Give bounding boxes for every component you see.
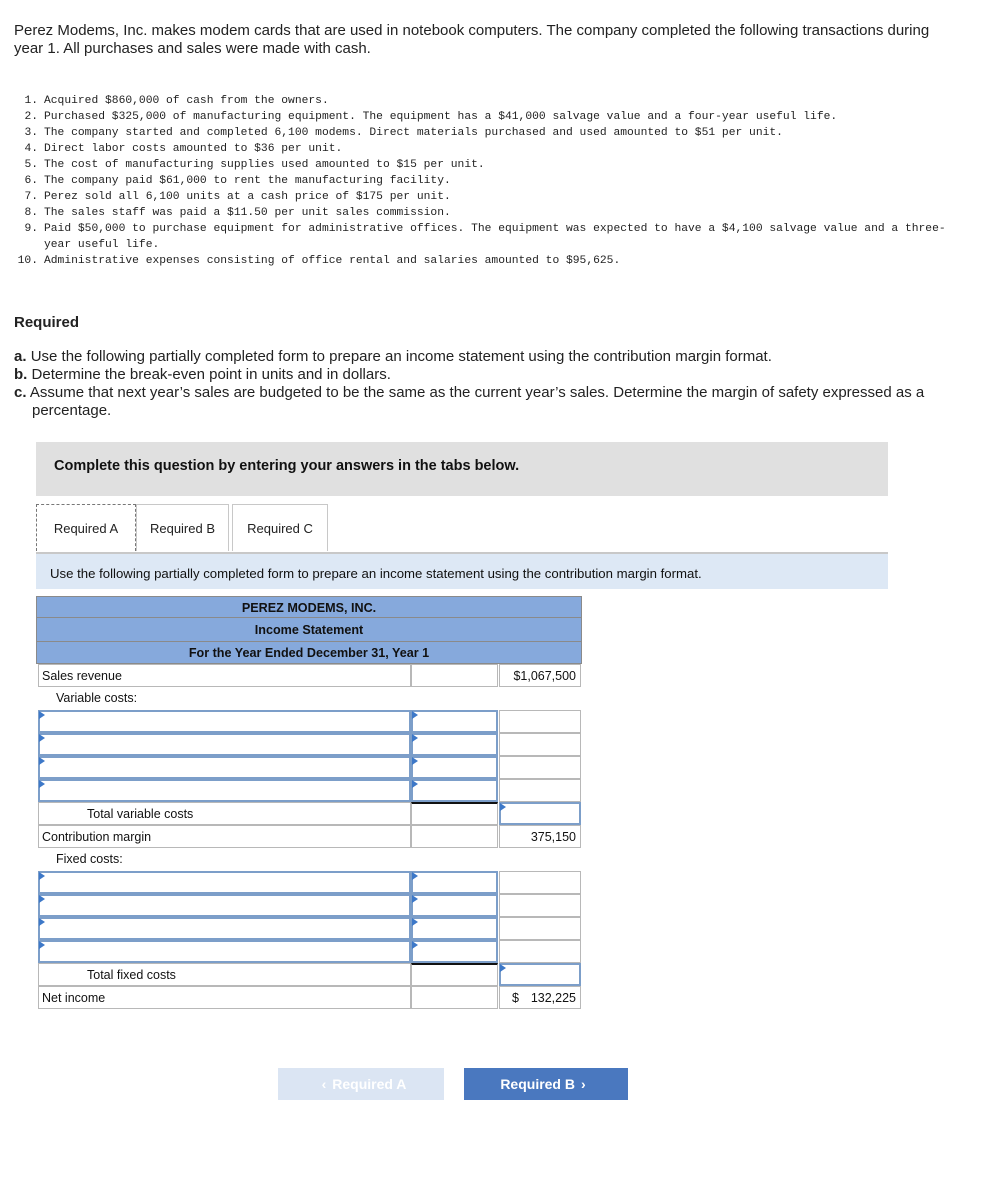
empty-cell	[499, 940, 581, 963]
tab-bar	[36, 504, 888, 552]
variable-cost-row	[36, 710, 582, 733]
next-button[interactable]	[464, 1068, 628, 1100]
sales-value: $1,067,500	[499, 664, 581, 687]
fixed-cost-label-input[interactable]	[38, 871, 411, 894]
fixed-cost-label-input[interactable]	[38, 917, 411, 940]
empty-cell	[411, 825, 498, 848]
variable-costs-label: Variable costs:	[56, 691, 138, 705]
empty-cell	[499, 756, 581, 779]
transaction-number: 8.	[24, 207, 38, 219]
empty-cell	[499, 779, 581, 802]
income-statement	[36, 596, 582, 1009]
required-text: Determine the break-even point in units and in dollars.	[31, 366, 391, 383]
required-heading: Required	[14, 314, 80, 331]
variable-cost-label-input[interactable]	[38, 710, 411, 733]
contribution-margin-row	[36, 825, 582, 848]
empty-cell	[411, 802, 498, 825]
previous-button[interactable]	[278, 1068, 444, 1100]
variable-cost-row	[36, 779, 582, 802]
transaction-number: 6.	[24, 175, 38, 187]
variable-cost-row	[36, 756, 582, 779]
fixed-cost-amount-input[interactable]	[411, 871, 498, 894]
net-income-row	[36, 986, 582, 1009]
empty-cell	[499, 710, 581, 733]
fixed-cost-label-input[interactable]	[38, 894, 411, 917]
required-list	[14, 348, 944, 420]
required-item	[14, 384, 944, 420]
instructions-banner	[36, 442, 888, 496]
transaction-number: 4.	[24, 143, 38, 155]
tab-required-a[interactable]: Required A	[36, 504, 136, 551]
chevron-right-icon: ›	[581, 1076, 586, 1092]
variable-cost-amount-input[interactable]	[411, 733, 498, 756]
required-letter: c.	[14, 384, 27, 401]
transaction-item	[12, 141, 947, 157]
fixed-costs-heading-row	[36, 848, 582, 871]
variable-cost-row	[36, 733, 582, 756]
transaction-item	[12, 109, 947, 125]
fixed-cost-row	[36, 917, 582, 940]
contribution-margin-label: Contribution margin	[38, 825, 411, 848]
empty-cell	[411, 963, 498, 986]
transaction-number: 3.	[24, 127, 38, 139]
total-variable-costs-input[interactable]	[499, 802, 581, 825]
transaction-text: Perez sold all 6,100 units at a cash price of $175 per unit.	[44, 191, 451, 203]
transaction-number: 9.	[24, 223, 38, 235]
fixed-costs-label: Fixed costs:	[56, 852, 123, 866]
fixed-cost-row	[36, 940, 582, 963]
variable-cost-label-input[interactable]	[38, 733, 411, 756]
variable-cost-amount-input[interactable]	[411, 710, 498, 733]
problem-intro: Perez Modems, Inc. makes modem cards that are used in notebook computers. The company completed the following transactions during year 1. All purchases and sales were made with cash.	[14, 22, 930, 57]
company-name: PEREZ MODEMS, INC.	[36, 596, 582, 618]
transaction-text: The cost of manufacturing supplies used amounted to $15 per unit.	[44, 159, 485, 171]
statement-title: Income Statement	[36, 618, 582, 642]
banner-text: Complete this question by entering your answers in the tabs below.	[54, 458, 520, 474]
variable-cost-label-input[interactable]	[38, 779, 411, 802]
transaction-number: 1.	[24, 95, 38, 107]
contribution-margin-value: 375,150	[499, 825, 581, 848]
total-variable-costs-label: Total variable costs	[38, 802, 411, 825]
transaction-text: The company started and completed 6,100 modems. Direct materials purchased and used amounted to $51 per unit.	[44, 127, 783, 139]
required-text: Use the following partially completed form to prepare an income statement using the contribution margin format.	[30, 348, 772, 365]
transaction-item	[12, 157, 947, 173]
fixed-cost-row	[36, 894, 582, 917]
dollar-sign: $	[512, 991, 519, 1005]
transaction-text: Acquired $860,000 of cash from the owners.	[44, 95, 329, 107]
previous-label: Required A	[332, 1076, 407, 1092]
transactions-list	[12, 93, 947, 269]
transaction-number: 2.	[24, 111, 38, 123]
transaction-text: Paid $50,000 to purchase equipment for administrative offices. The equipment was expected to have a $4,100 salvage value and a three-year useful life.	[44, 223, 946, 251]
total-fixed-costs-input[interactable]	[499, 963, 581, 986]
tab-required-b[interactable]: Required B	[136, 504, 229, 551]
empty-cell	[499, 871, 581, 894]
empty-cell	[411, 986, 498, 1009]
transaction-text: Direct labor costs amounted to $36 per unit.	[44, 143, 343, 155]
transaction-item	[12, 253, 947, 269]
transaction-text: Administrative expenses consisting of office rental and salaries amounted to $95,625.	[44, 255, 621, 267]
required-item	[14, 348, 944, 366]
transaction-item	[12, 125, 947, 141]
fixed-cost-amount-input[interactable]	[411, 894, 498, 917]
transaction-number: 5.	[24, 159, 38, 171]
instruction-text: Use the following partially completed form to prepare an income statement using the contribution margin format.	[50, 566, 702, 581]
required-letter: a.	[14, 348, 27, 365]
required-item	[14, 366, 944, 384]
required-letter: b.	[14, 366, 28, 383]
net-income-label: Net income	[38, 986, 411, 1009]
required-text: Assume that next year’s sales are budgeted to be the same as the current year’s sales. Determine the margin of safety expressed as a percentage.	[29, 384, 925, 419]
tab-required-c[interactable]: Required C	[232, 504, 328, 551]
sales-label: Sales revenue	[38, 664, 411, 687]
net-income-amount: 132,225	[530, 991, 576, 1005]
sales-subtotal-cell	[411, 664, 498, 687]
net-income-value	[499, 986, 581, 1009]
transaction-item	[12, 93, 947, 109]
empty-cell	[499, 917, 581, 940]
tab-instruction	[36, 554, 888, 589]
transaction-item	[12, 173, 947, 189]
statement-period: For the Year Ended December 31, Year 1	[36, 642, 582, 664]
transaction-number: 7.	[24, 191, 38, 203]
variable-cost-amount-input[interactable]	[411, 779, 498, 802]
transaction-item	[12, 205, 947, 221]
empty-cell	[499, 894, 581, 917]
variable-costs-heading-row	[36, 687, 582, 710]
sales-row	[36, 664, 582, 687]
next-label: Required B	[500, 1076, 575, 1092]
fixed-cost-row	[36, 871, 582, 894]
transaction-text: The company paid $61,000 to rent the manufacturing facility.	[44, 175, 451, 187]
fixed-cost-amount-input[interactable]	[411, 940, 498, 963]
transaction-text: Purchased $325,000 of manufacturing equipment. The equipment has a $41,000 salvage value and a four-year useful life.	[44, 111, 838, 123]
empty-cell	[499, 733, 581, 756]
transaction-number: 10.	[17, 255, 38, 267]
chevron-left-icon: ‹	[321, 1076, 327, 1092]
variable-cost-amount-input[interactable]	[411, 756, 498, 779]
variable-cost-label-input[interactable]	[38, 756, 411, 779]
transaction-item	[12, 189, 947, 205]
total-fixed-costs-row	[36, 963, 582, 986]
transaction-text: The sales staff was paid a $11.50 per unit sales commission.	[44, 207, 451, 219]
fixed-cost-amount-input[interactable]	[411, 917, 498, 940]
fixed-cost-label-input[interactable]	[38, 940, 411, 963]
total-fixed-costs-label: Total fixed costs	[38, 963, 411, 986]
total-variable-costs-row	[36, 802, 582, 825]
transaction-item	[12, 221, 947, 253]
